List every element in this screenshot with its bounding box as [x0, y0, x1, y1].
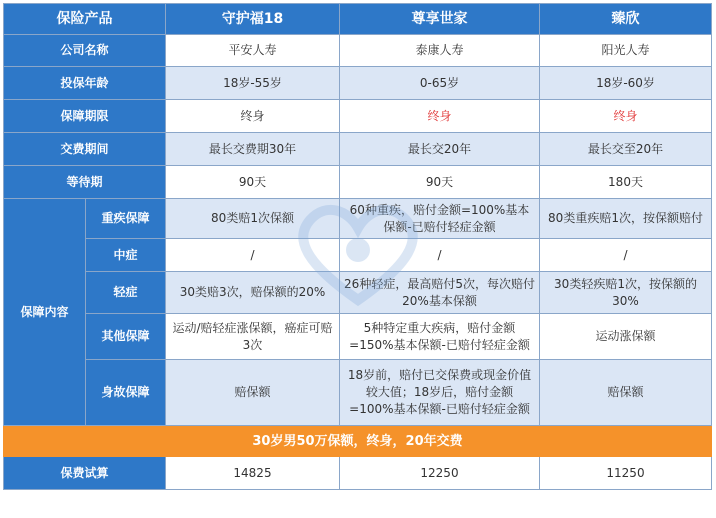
banner-row: [4, 426, 712, 457]
cell-payment-2: 最长交20年: [340, 133, 540, 166]
header-product-2: 尊享世家: [340, 4, 540, 35]
cell-critical-2: 60种重疾，赔付金额=100%基本保额-已赔付轻症金额: [340, 199, 540, 239]
row-term: [4, 100, 712, 133]
cell-waiting-3: 180天: [540, 166, 712, 199]
cell-payment-3: 最长交至20年: [540, 133, 712, 166]
row-label-payment: 交费期间: [4, 133, 166, 166]
header-row: [4, 4, 712, 35]
cell-company-3: 阳光人寿: [540, 35, 712, 67]
cell-term-1: 终身: [166, 100, 340, 133]
row-label-moderate: 中症: [86, 239, 166, 272]
cell-company-1: 平安人寿: [166, 35, 340, 67]
cell-age-3: 18岁-60岁: [540, 67, 712, 100]
row-label-critical: 重疾保障: [86, 199, 166, 239]
row-label-premium: 保费试算: [4, 457, 166, 490]
cell-moderate-2: /: [340, 239, 540, 272]
row-label-death: 身故保障: [86, 360, 166, 426]
cell-term-2: 终身: [340, 100, 540, 133]
cell-death-1: 赔保额: [166, 360, 340, 426]
row-label-company: 公司名称: [4, 35, 166, 67]
row-payment: [4, 133, 712, 166]
cell-waiting-1: 90天: [166, 166, 340, 199]
row-age: [4, 67, 712, 100]
row-label-age: 投保年龄: [4, 67, 166, 100]
cell-age-1: 18岁-55岁: [166, 67, 340, 100]
cell-death-2: 18岁前，赔付已交保费或现金价值较大值；18岁后，赔付金额=100%基本保额-已赔付轻症金额: [340, 360, 540, 426]
cell-critical-1: 80类赔1次保额: [166, 199, 340, 239]
cell-mild-1: 30类赔3次，赔保额的20%: [166, 272, 340, 314]
cell-death-3: 赔保额: [540, 360, 712, 426]
cell-payment-1: 最长交费期30年: [166, 133, 340, 166]
cell-company-2: 泰康人寿: [340, 35, 540, 67]
cell-age-2: 0-65岁: [340, 67, 540, 100]
row-label-other: 其他保障: [86, 314, 166, 360]
row-premium: [4, 457, 712, 490]
row-mild: [4, 272, 712, 314]
cell-mild-3: 30类轻疾赔1次，按保额的30%: [540, 272, 712, 314]
cell-critical-3: 80类重疾赔1次，按保额赔付: [540, 199, 712, 239]
header-product-1: 守护福18: [166, 4, 340, 35]
row-label-waiting: 等待期: [4, 166, 166, 199]
cell-moderate-1: /: [166, 239, 340, 272]
scenario-banner: 30岁男50万保额，终身，20年交费: [4, 426, 712, 457]
cell-premium-2: 12250: [340, 457, 540, 490]
cell-mild-2: 26种轻症，最高赔付5次，每次赔付20%基本保额: [340, 272, 540, 314]
header-product-label: 保险产品: [4, 4, 166, 35]
row-critical: [4, 199, 712, 239]
row-death: [4, 360, 712, 426]
cell-moderate-3: /: [540, 239, 712, 272]
cell-premium-1: 14825: [166, 457, 340, 490]
cell-other-2: 5种特定重大疾病，赔付金额=150%基本保额-已赔付轻症金额: [340, 314, 540, 360]
coverage-group-label: 保障内容: [4, 199, 86, 426]
row-company: [4, 35, 712, 67]
cell-other-3: 运动涨保额: [540, 314, 712, 360]
insurance-comparison-table: [3, 3, 712, 490]
cell-other-1: 运动/赔轻症涨保额，癌症可赔3次: [166, 314, 340, 360]
cell-term-3: 终身: [540, 100, 712, 133]
row-waiting: [4, 166, 712, 199]
cell-waiting-2: 90天: [340, 166, 540, 199]
header-product-3: 臻欣: [540, 4, 712, 35]
row-moderate: [4, 239, 712, 272]
cell-premium-3: 11250: [540, 457, 712, 490]
row-label-term: 保障期限: [4, 100, 166, 133]
row-other: [4, 314, 712, 360]
row-label-mild: 轻症: [86, 272, 166, 314]
